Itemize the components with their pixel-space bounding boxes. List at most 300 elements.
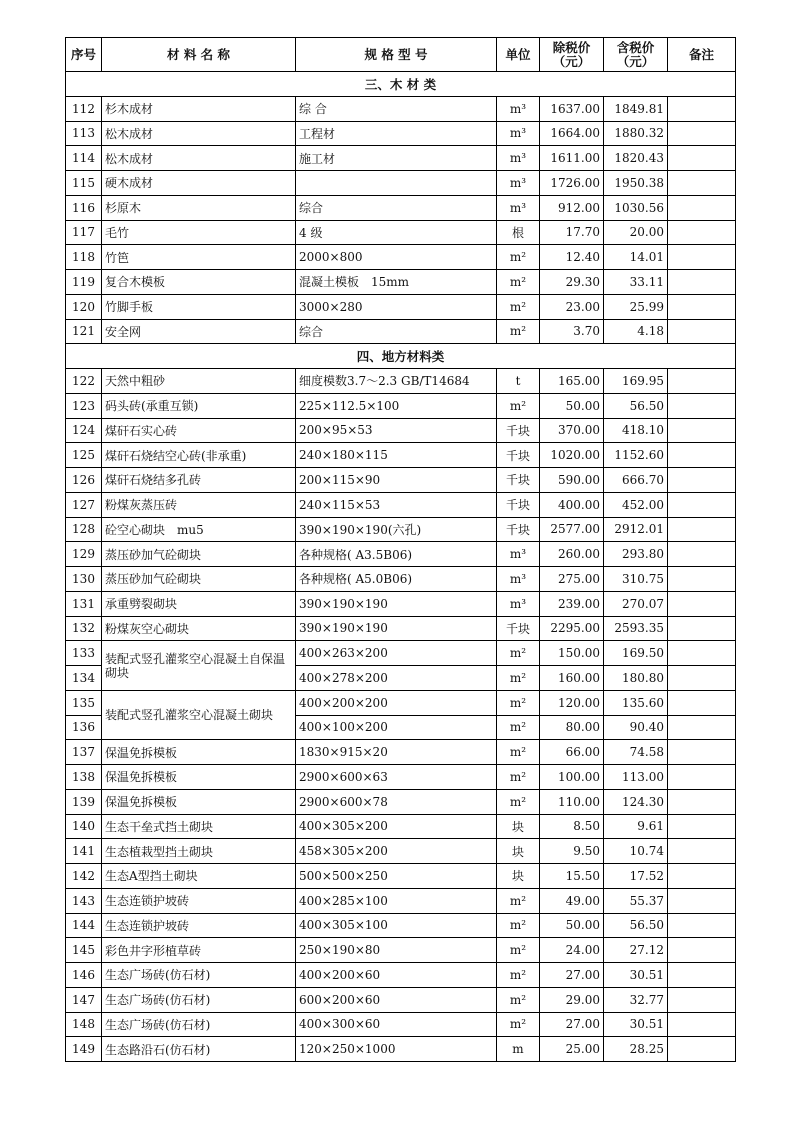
- row-spec: 施工材: [296, 146, 497, 171]
- row-name: 天然中粗砂: [102, 369, 296, 394]
- table-row: [66, 963, 736, 988]
- row-spec: 各种规格( A5.0B06): [296, 567, 497, 592]
- row-price-ex-tax: 100.00: [540, 765, 604, 790]
- row-spec: 400×300×60: [296, 1012, 497, 1037]
- row-price-ex-tax: 9.50: [540, 839, 604, 864]
- row-name: 生态连锁护坡砖: [102, 888, 296, 913]
- row-remark: [668, 1037, 736, 1062]
- row-price-inc-tax: 30.51: [604, 963, 668, 988]
- row-no: 118: [66, 245, 102, 270]
- row-unit: m²: [497, 641, 540, 666]
- row-name: 复合木模板: [102, 270, 296, 295]
- table-row: [66, 987, 736, 1012]
- row-unit: m: [497, 1037, 540, 1062]
- table-row: [66, 913, 736, 938]
- row-no: 126: [66, 468, 102, 493]
- table-row: [66, 814, 736, 839]
- row-unit: m³: [497, 195, 540, 220]
- table-row: [66, 121, 736, 146]
- row-name: 生态干垒式挡土砌块: [102, 814, 296, 839]
- row-unit: 千块: [497, 616, 540, 641]
- row-name: 竹笆: [102, 245, 296, 270]
- row-no: 133: [66, 641, 102, 666]
- row-price-inc-tax: 124.30: [604, 789, 668, 814]
- row-spec: 390×190×190: [296, 616, 497, 641]
- row-price-ex-tax: 275.00: [540, 567, 604, 592]
- row-no: 123: [66, 393, 102, 418]
- row-price-ex-tax: 29.30: [540, 270, 604, 295]
- row-remark: [668, 245, 736, 270]
- row-price-inc-tax: 56.50: [604, 913, 668, 938]
- row-price-inc-tax: 1880.32: [604, 121, 668, 146]
- section-row: [66, 72, 736, 97]
- row-name: 粉煤灰空心砌块: [102, 616, 296, 641]
- row-remark: [668, 765, 736, 790]
- row-spec: 2000×800: [296, 245, 497, 270]
- row-remark: [668, 963, 736, 988]
- row-price-inc-tax: 74.58: [604, 740, 668, 765]
- row-name: 保温免拆模板: [102, 765, 296, 790]
- row-spec: 1830×915×20: [296, 740, 497, 765]
- row-price-inc-tax: 1152.60: [604, 443, 668, 468]
- row-price-inc-tax: 32.77: [604, 987, 668, 1012]
- row-remark: [668, 913, 736, 938]
- row-price-ex-tax: 590.00: [540, 468, 604, 493]
- row-unit: 块: [497, 814, 540, 839]
- row-price-inc-tax: 9.61: [604, 814, 668, 839]
- row-unit: 千块: [497, 468, 540, 493]
- table-row: [66, 690, 736, 715]
- row-price-inc-tax: 56.50: [604, 393, 668, 418]
- row-unit: m²: [497, 666, 540, 691]
- row-remark: [668, 492, 736, 517]
- row-price-ex-tax: 400.00: [540, 492, 604, 517]
- row-price-inc-tax: 1820.43: [604, 146, 668, 171]
- header-no: 序号: [66, 38, 102, 72]
- table-row: [66, 740, 736, 765]
- row-price-inc-tax: 2912.01: [604, 517, 668, 542]
- row-name: 生态广场砖(仿石材): [102, 1012, 296, 1037]
- row-price-ex-tax: 1637.00: [540, 96, 604, 121]
- row-spec: 综 合: [296, 96, 497, 121]
- row-no: 130: [66, 567, 102, 592]
- row-remark: [668, 517, 736, 542]
- row-no: 115: [66, 171, 102, 196]
- table-row: [66, 839, 736, 864]
- row-unit: m³: [497, 591, 540, 616]
- row-remark: [668, 740, 736, 765]
- row-no: 117: [66, 220, 102, 245]
- row-no: 112: [66, 96, 102, 121]
- row-name: 承重劈裂砌块: [102, 591, 296, 616]
- row-name: 松木成材: [102, 121, 296, 146]
- row-no: 129: [66, 542, 102, 567]
- row-price-inc-tax: 10.74: [604, 839, 668, 864]
- row-price-inc-tax: 1849.81: [604, 96, 668, 121]
- row-spec: 细度模数3.7～2.3 GB/T14684: [296, 369, 497, 394]
- row-no: 128: [66, 517, 102, 542]
- row-remark: [668, 814, 736, 839]
- table-row: [66, 888, 736, 913]
- table-row: [66, 641, 736, 666]
- row-unit: 块: [497, 839, 540, 864]
- row-spec: 400×305×100: [296, 913, 497, 938]
- row-price-ex-tax: 150.00: [540, 641, 604, 666]
- row-price-inc-tax: 169.95: [604, 369, 668, 394]
- row-price-inc-tax: 27.12: [604, 938, 668, 963]
- table-row: [66, 393, 736, 418]
- row-price-ex-tax: 1726.00: [540, 171, 604, 196]
- row-price-inc-tax: 2593.35: [604, 616, 668, 641]
- row-spec: 390×190×190: [296, 591, 497, 616]
- row-spec: 混凝土模板 15mm: [296, 270, 497, 295]
- row-spec: 120×250×1000: [296, 1037, 497, 1062]
- row-unit: 千块: [497, 443, 540, 468]
- table-row: [66, 220, 736, 245]
- row-spec: 250×190×80: [296, 938, 497, 963]
- row-price-inc-tax: 180.80: [604, 666, 668, 691]
- row-price-inc-tax: 113.00: [604, 765, 668, 790]
- row-no: 124: [66, 418, 102, 443]
- row-price-inc-tax: 270.07: [604, 591, 668, 616]
- row-no: 144: [66, 913, 102, 938]
- row-price-ex-tax: 49.00: [540, 888, 604, 913]
- row-remark: [668, 888, 736, 913]
- row-spec: 390×190×190(六孔): [296, 517, 497, 542]
- row-remark: [668, 468, 736, 493]
- row-name: 毛竹: [102, 220, 296, 245]
- row-unit: m²: [497, 888, 540, 913]
- row-unit: m²: [497, 938, 540, 963]
- table-row: [66, 1012, 736, 1037]
- row-price-ex-tax: 17.70: [540, 220, 604, 245]
- row-price-ex-tax: 2577.00: [540, 517, 604, 542]
- row-price-ex-tax: 50.00: [540, 393, 604, 418]
- row-remark: [668, 270, 736, 295]
- row-unit: m³: [497, 567, 540, 592]
- row-unit: m²: [497, 690, 540, 715]
- table-row: [66, 864, 736, 889]
- table-row: [66, 369, 736, 394]
- row-remark: [668, 641, 736, 666]
- row-unit: t: [497, 369, 540, 394]
- row-name: 保温免拆模板: [102, 740, 296, 765]
- row-name: 硬木成材: [102, 171, 296, 196]
- row-remark: [668, 121, 736, 146]
- row-price-inc-tax: 418.10: [604, 418, 668, 443]
- row-spec: 综合: [296, 319, 497, 344]
- table-row: [66, 765, 736, 790]
- row-no: 140: [66, 814, 102, 839]
- row-spec: 3000×280: [296, 294, 497, 319]
- row-price-ex-tax: 80.00: [540, 715, 604, 740]
- row-price-ex-tax: 3.70: [540, 319, 604, 344]
- row-unit: 根: [497, 220, 540, 245]
- row-name: 砼空心砌块 mu5: [102, 517, 296, 542]
- row-price-ex-tax: 66.00: [540, 740, 604, 765]
- row-price-inc-tax: 17.52: [604, 864, 668, 889]
- header-unit: 单位: [497, 38, 540, 72]
- row-spec: 200×115×90: [296, 468, 497, 493]
- row-no: 142: [66, 864, 102, 889]
- row-unit: m³: [497, 171, 540, 196]
- header-remark: 备注: [668, 38, 736, 72]
- row-unit: m²: [497, 789, 540, 814]
- section-row: [66, 344, 736, 369]
- row-unit: 千块: [497, 517, 540, 542]
- row-unit: m³: [497, 121, 540, 146]
- table-row: [66, 294, 736, 319]
- row-remark: [668, 443, 736, 468]
- row-price-inc-tax: 452.00: [604, 492, 668, 517]
- row-spec: 综合: [296, 195, 497, 220]
- row-spec: 各种规格( A3.5B06): [296, 542, 497, 567]
- row-unit: m²: [497, 963, 540, 988]
- row-spec: 400×305×200: [296, 814, 497, 839]
- table-row: [66, 171, 736, 196]
- row-unit: m²: [497, 987, 540, 1012]
- row-price-ex-tax: 23.00: [540, 294, 604, 319]
- header-name: 材 料 名 称: [102, 38, 296, 72]
- row-remark: [668, 1012, 736, 1037]
- row-no: 134: [66, 666, 102, 691]
- row-name: 生态广场砖(仿石材): [102, 963, 296, 988]
- row-price-inc-tax: 55.37: [604, 888, 668, 913]
- table-body: [66, 72, 736, 1062]
- row-unit: m²: [497, 1012, 540, 1037]
- row-name: 生态植栽型挡土砌块: [102, 839, 296, 864]
- row-remark: [668, 96, 736, 121]
- row-price-ex-tax: 110.00: [540, 789, 604, 814]
- table-row: [66, 492, 736, 517]
- header-price-ex-tax: 除税价（元）: [540, 38, 604, 72]
- row-spec: [296, 171, 497, 196]
- row-name: 保温免拆模板: [102, 789, 296, 814]
- row-unit: m²: [497, 715, 540, 740]
- row-no: 139: [66, 789, 102, 814]
- row-price-inc-tax: 666.70: [604, 468, 668, 493]
- table-row: [66, 789, 736, 814]
- row-price-inc-tax: 4.18: [604, 319, 668, 344]
- row-name: 码头砖(承重互锁): [102, 393, 296, 418]
- row-spec: 400×278×200: [296, 666, 497, 691]
- row-remark: [668, 789, 736, 814]
- row-unit: m²: [497, 270, 540, 295]
- row-price-inc-tax: 1030.56: [604, 195, 668, 220]
- row-no: 120: [66, 294, 102, 319]
- row-spec: 400×200×60: [296, 963, 497, 988]
- row-unit: 千块: [497, 418, 540, 443]
- row-no: 114: [66, 146, 102, 171]
- row-price-inc-tax: 135.60: [604, 690, 668, 715]
- row-remark: [668, 294, 736, 319]
- row-price-ex-tax: 50.00: [540, 913, 604, 938]
- row-unit: m²: [497, 913, 540, 938]
- row-name: 彩色井字形植草砖: [102, 938, 296, 963]
- row-no: 127: [66, 492, 102, 517]
- row-spec: 240×180×115: [296, 443, 497, 468]
- section-title: 四、地方材料类: [66, 344, 736, 369]
- row-remark: [668, 864, 736, 889]
- row-unit: m²: [497, 245, 540, 270]
- row-name: 蒸压砂加气砼砌块: [102, 567, 296, 592]
- row-spec: 工程材: [296, 121, 497, 146]
- table-row: [66, 96, 736, 121]
- row-price-inc-tax: 30.51: [604, 1012, 668, 1037]
- row-spec: 400×285×100: [296, 888, 497, 913]
- row-price-ex-tax: 2295.00: [540, 616, 604, 641]
- row-unit: m²: [497, 740, 540, 765]
- row-no: 141: [66, 839, 102, 864]
- row-unit: m²: [497, 765, 540, 790]
- row-unit: 千块: [497, 492, 540, 517]
- row-price-ex-tax: 160.00: [540, 666, 604, 691]
- row-remark: [668, 690, 736, 715]
- row-remark: [668, 666, 736, 691]
- row-price-ex-tax: 15.50: [540, 864, 604, 889]
- row-price-ex-tax: 120.00: [540, 690, 604, 715]
- row-remark: [668, 938, 736, 963]
- row-price-inc-tax: 90.40: [604, 715, 668, 740]
- row-remark: [668, 319, 736, 344]
- row-remark: [668, 567, 736, 592]
- table-row: [66, 245, 736, 270]
- row-no: 131: [66, 591, 102, 616]
- row-spec: 458×305×200: [296, 839, 497, 864]
- row-no: 146: [66, 963, 102, 988]
- table-row: [66, 938, 736, 963]
- row-remark: [668, 369, 736, 394]
- row-price-inc-tax: 293.80: [604, 542, 668, 567]
- table-row: [66, 591, 736, 616]
- row-spec: 400×263×200: [296, 641, 497, 666]
- row-unit: 块: [497, 864, 540, 889]
- row-price-ex-tax: 27.00: [540, 1012, 604, 1037]
- row-no: 147: [66, 987, 102, 1012]
- row-spec: 400×200×200: [296, 690, 497, 715]
- row-price-inc-tax: 28.25: [604, 1037, 668, 1062]
- row-name: 粉煤灰蒸压砖: [102, 492, 296, 517]
- row-no: 136: [66, 715, 102, 740]
- row-price-ex-tax: 12.40: [540, 245, 604, 270]
- row-spec: 200×95×53: [296, 418, 497, 443]
- row-name: 生态路沿石(仿石材): [102, 1037, 296, 1062]
- row-no: 121: [66, 319, 102, 344]
- row-unit: m³: [497, 96, 540, 121]
- row-remark: [668, 393, 736, 418]
- row-spec: 4 级: [296, 220, 497, 245]
- row-price-inc-tax: 169.50: [604, 641, 668, 666]
- row-spec: 2900×600×63: [296, 765, 497, 790]
- table-row: [66, 517, 736, 542]
- row-no: 113: [66, 121, 102, 146]
- header-spec: 规 格 型 号: [296, 38, 497, 72]
- row-no: 125: [66, 443, 102, 468]
- row-spec: 400×100×200: [296, 715, 497, 740]
- row-price-ex-tax: 1020.00: [540, 443, 604, 468]
- row-no: 135: [66, 690, 102, 715]
- table-row: [66, 542, 736, 567]
- row-price-ex-tax: 29.00: [540, 987, 604, 1012]
- row-remark: [668, 171, 736, 196]
- row-name: 生态连锁护坡砖: [102, 913, 296, 938]
- row-price-inc-tax: 20.00: [604, 220, 668, 245]
- table-row: [66, 319, 736, 344]
- row-remark: [668, 220, 736, 245]
- row-spec: 225×112.5×100: [296, 393, 497, 418]
- table-row: [66, 195, 736, 220]
- row-name: 生态A型挡土砌块: [102, 864, 296, 889]
- row-price-inc-tax: 33.11: [604, 270, 668, 295]
- row-no: 145: [66, 938, 102, 963]
- table-row: [66, 418, 736, 443]
- row-price-inc-tax: 1950.38: [604, 171, 668, 196]
- row-remark: [668, 715, 736, 740]
- row-name: 松木成材: [102, 146, 296, 171]
- row-remark: [668, 418, 736, 443]
- row-no: 149: [66, 1037, 102, 1062]
- row-no: 132: [66, 616, 102, 641]
- row-price-ex-tax: 260.00: [540, 542, 604, 567]
- row-price-ex-tax: 24.00: [540, 938, 604, 963]
- row-unit: m³: [497, 146, 540, 171]
- row-no: 122: [66, 369, 102, 394]
- row-unit: m²: [497, 294, 540, 319]
- row-no: 119: [66, 270, 102, 295]
- row-unit: m²: [497, 319, 540, 344]
- table-row: [66, 616, 736, 641]
- header-row: [66, 38, 736, 72]
- row-price-ex-tax: 25.00: [540, 1037, 604, 1062]
- row-remark: [668, 195, 736, 220]
- row-price-ex-tax: 912.00: [540, 195, 604, 220]
- row-remark: [668, 616, 736, 641]
- row-name: 装配式竖孔灌浆空心混凝土砌块: [102, 690, 296, 740]
- row-name: 杉木成材: [102, 96, 296, 121]
- row-name: 煤矸石实心砖: [102, 418, 296, 443]
- row-name: 生态广场砖(仿石材): [102, 987, 296, 1012]
- row-no: 137: [66, 740, 102, 765]
- row-no: 143: [66, 888, 102, 913]
- row-remark: [668, 839, 736, 864]
- row-price-ex-tax: 1664.00: [540, 121, 604, 146]
- row-no: 138: [66, 765, 102, 790]
- row-price-inc-tax: 14.01: [604, 245, 668, 270]
- row-price-inc-tax: 310.75: [604, 567, 668, 592]
- row-price-ex-tax: 165.00: [540, 369, 604, 394]
- row-unit: m²: [497, 393, 540, 418]
- row-remark: [668, 987, 736, 1012]
- row-name: 煤矸石烧结多孔砖: [102, 468, 296, 493]
- row-spec: 240×115×53: [296, 492, 497, 517]
- row-name: 蒸压砂加气砼砌块: [102, 542, 296, 567]
- table-row: [66, 1037, 736, 1062]
- header-price-inc-tax: 含税价（元）: [604, 38, 668, 72]
- section-title: 三、木 材 类: [66, 72, 736, 97]
- row-price-ex-tax: 8.50: [540, 814, 604, 839]
- row-price-ex-tax: 27.00: [540, 963, 604, 988]
- row-spec: 600×200×60: [296, 987, 497, 1012]
- table-row: [66, 443, 736, 468]
- row-remark: [668, 542, 736, 567]
- table-row: [66, 567, 736, 592]
- row-price-ex-tax: 370.00: [540, 418, 604, 443]
- price-table: [65, 37, 736, 1062]
- row-price-ex-tax: 1611.00: [540, 146, 604, 171]
- row-name: 安全网: [102, 319, 296, 344]
- row-spec: 2900×600×78: [296, 789, 497, 814]
- table-row: [66, 270, 736, 295]
